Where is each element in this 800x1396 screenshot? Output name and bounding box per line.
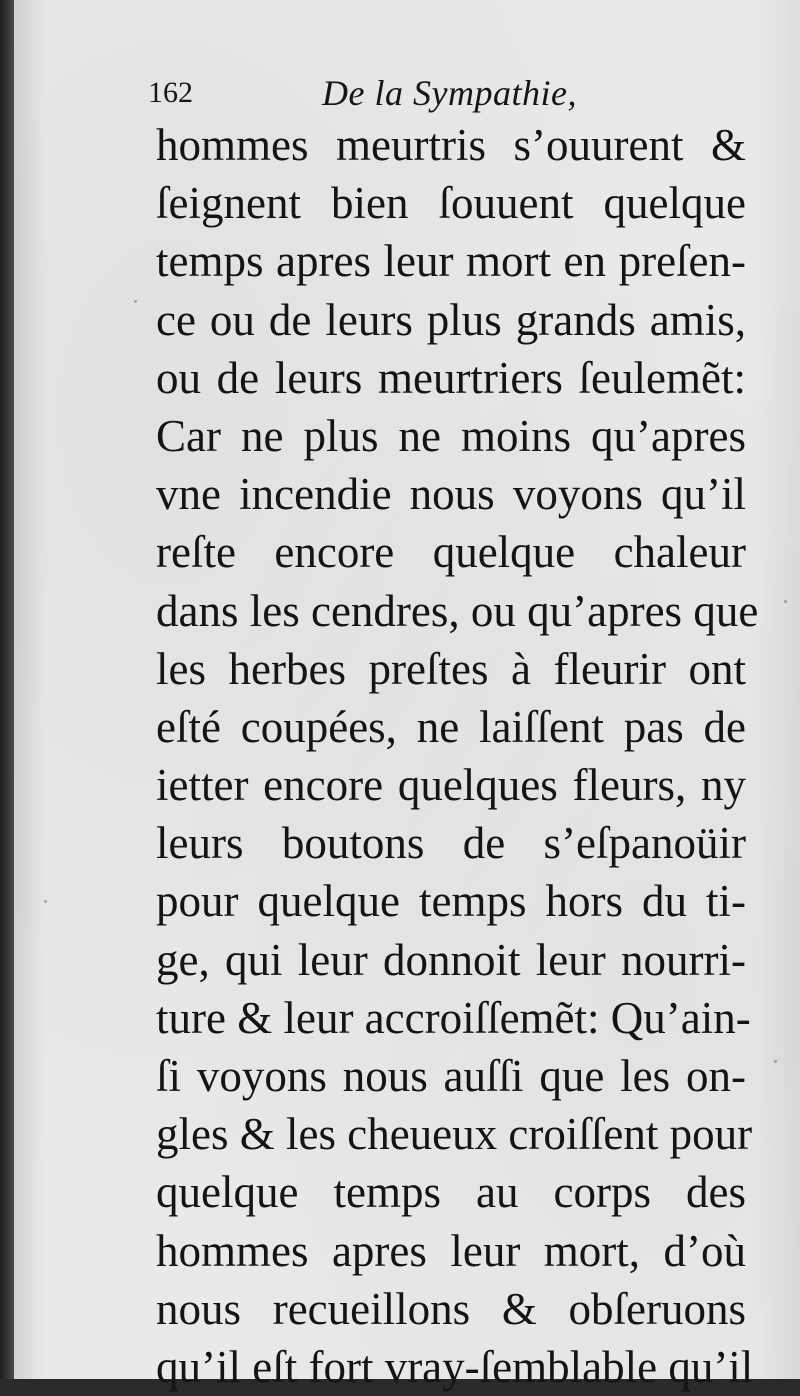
binding-shadow <box>0 0 14 1379</box>
paper-speck <box>134 300 137 303</box>
text-line: reſte encore quelque chaleur <box>156 527 746 578</box>
page-header <box>148 72 748 122</box>
text-line: eſté coupées, ne laiſſent pas de <box>156 701 746 752</box>
text-line: ge, qui leur donnoit leur nourri- <box>156 934 746 985</box>
paper-speck <box>774 1060 777 1063</box>
text-line: nous recueillons & obſeruons <box>156 1283 746 1334</box>
text-line: pour quelque temps hors du ti- <box>156 876 746 927</box>
text-line: dans les cendres, ou qu’apres que <box>156 585 759 636</box>
body-text <box>156 116 759 1396</box>
text-line: ſi voyons nous auſſi que les on- <box>156 1051 746 1101</box>
text-line: Car ne plus ne moins qu’apres <box>156 410 746 461</box>
text-line: quelque temps au corps des <box>156 1167 746 1218</box>
text-line: ſeignent bien ſouuent quelque <box>156 178 746 229</box>
text-line: hommes meurtris s’ouurent & <box>156 120 746 170</box>
text-line: qu’il eſt fort vray-ſemblable qu’il <box>156 1341 754 1392</box>
text-line: ture & leur accroiſſemẽt: Qu’ain- <box>156 992 751 1043</box>
running-title: De la Sympathie, <box>322 73 577 113</box>
paper-speck <box>784 600 787 603</box>
text-line: vne incendie nous voyons qu’il <box>156 469 746 520</box>
text-line: ou de leurs meurtriers ſeulemẽt: <box>156 352 746 403</box>
text-line: hommes apres leur mort, d’où <box>156 1225 746 1276</box>
text-line: les herbes preſtes à fleurir ont <box>156 643 746 694</box>
text-line: leurs boutons de s’eſpanoüir <box>156 818 746 869</box>
page-number: 162 <box>148 76 193 109</box>
text-line: gles & les cheueux croiſſent pour <box>156 1109 753 1160</box>
text-line: temps apres leur mort en preſen- <box>156 236 746 287</box>
text-line: ietter encore quelques fleurs, ny <box>156 760 746 811</box>
text-line: ce ou de leurs plus grands amis, <box>156 294 746 345</box>
paper-speck <box>44 900 47 903</box>
